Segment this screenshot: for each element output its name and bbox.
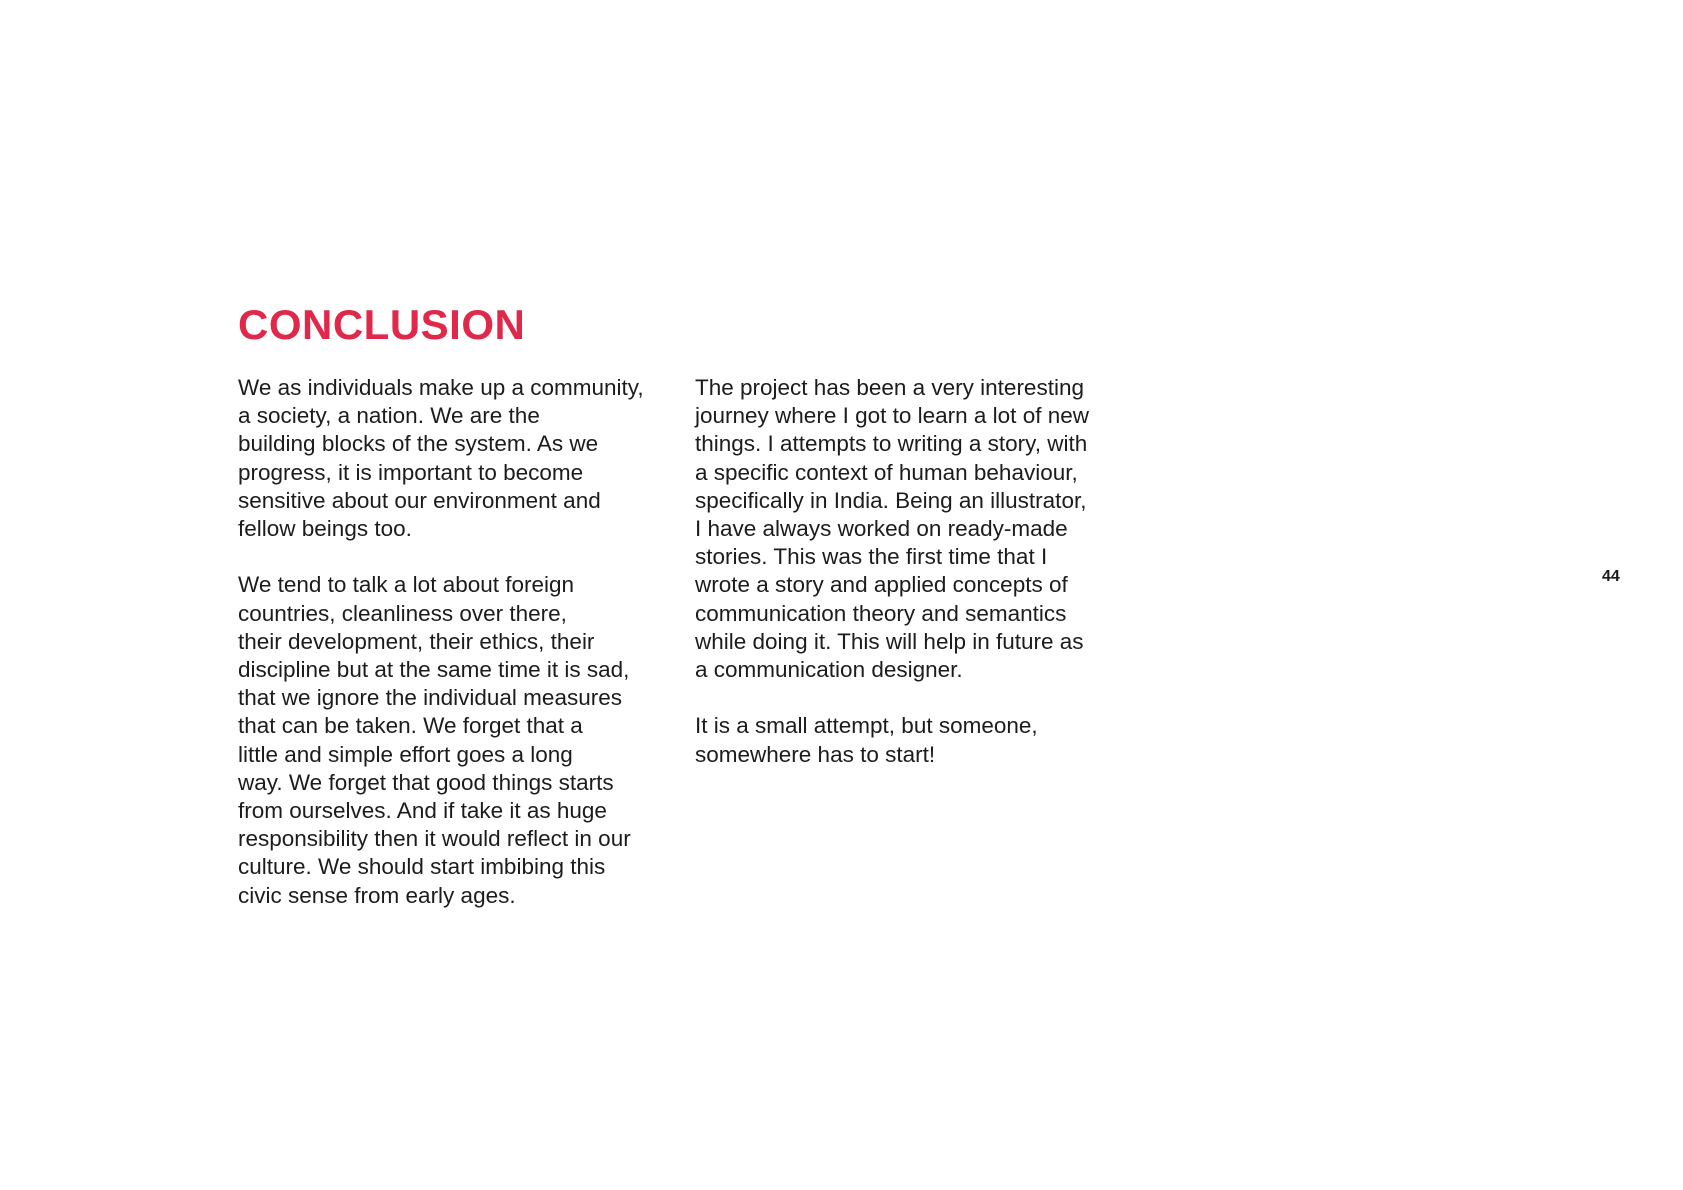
paragraph-project-journey	[695, 374, 1135, 684]
text-line: a communication designer.	[695, 657, 963, 683]
left-column	[238, 374, 678, 938]
text-line: specifically in India. Being an illustrator,	[695, 487, 1087, 513]
text-line: a society, a nation. We are the	[238, 403, 540, 429]
text-line: It is a small attempt, but someone,	[695, 713, 1038, 739]
text-line: way. We forget that good things starts	[238, 769, 614, 795]
page-title: CONCLUSION	[238, 301, 526, 348]
paragraph-civic-sense	[238, 571, 678, 909]
page-number: 44	[1602, 568, 1620, 585]
text-line: from ourselves. And if take it as huge	[238, 798, 607, 824]
right-column	[695, 374, 1135, 797]
text-line: We tend to talk a lot about foreign	[238, 572, 575, 598]
text-line: fellow beings too.	[238, 516, 412, 542]
text-line: civic sense from early ages.	[238, 882, 516, 908]
text-line: a specific context of human behaviour,	[695, 459, 1078, 485]
text-line: countries, cleanliness over there,	[238, 600, 567, 626]
text-line: sensitive about our environment and	[238, 487, 601, 513]
text-line: I have always worked on ready-made	[695, 516, 1068, 542]
text-line: that we ignore the individual measures	[238, 685, 622, 711]
paragraph-small-attempt	[695, 712, 1135, 768]
text-line: somewhere has to start!	[695, 741, 936, 767]
text-line: The project has been a very interesting	[695, 375, 1084, 400]
text-line: journey where I got to learn a lot of new	[695, 403, 1089, 429]
text-line: progress, it is important to become	[238, 459, 584, 485]
text-line: wrote a story and applied concepts of	[695, 572, 1068, 598]
text-line: discipline but at the same time it is sad,	[238, 657, 630, 683]
text-line: while doing it. This will help in future as	[695, 628, 1084, 654]
text-line: stories. This was the first time that I	[695, 544, 1048, 570]
text-line: culture. We should start imbibing this	[238, 854, 606, 880]
text-line: We as individuals make up a community,	[238, 375, 644, 400]
text-line: things. I attempts to writing a story, with	[695, 431, 1088, 457]
text-line: their development, their ethics, their	[238, 628, 595, 654]
text-line: that can be taken. We forget that a	[238, 713, 583, 739]
text-line: building blocks of the system. As we	[238, 431, 599, 457]
text-line: responsibility then it would reflect in our	[238, 826, 631, 852]
paragraph-community	[238, 374, 678, 543]
text-line: little and simple effort goes a long	[238, 741, 573, 767]
text-line: communication theory and semantics	[695, 600, 1067, 626]
